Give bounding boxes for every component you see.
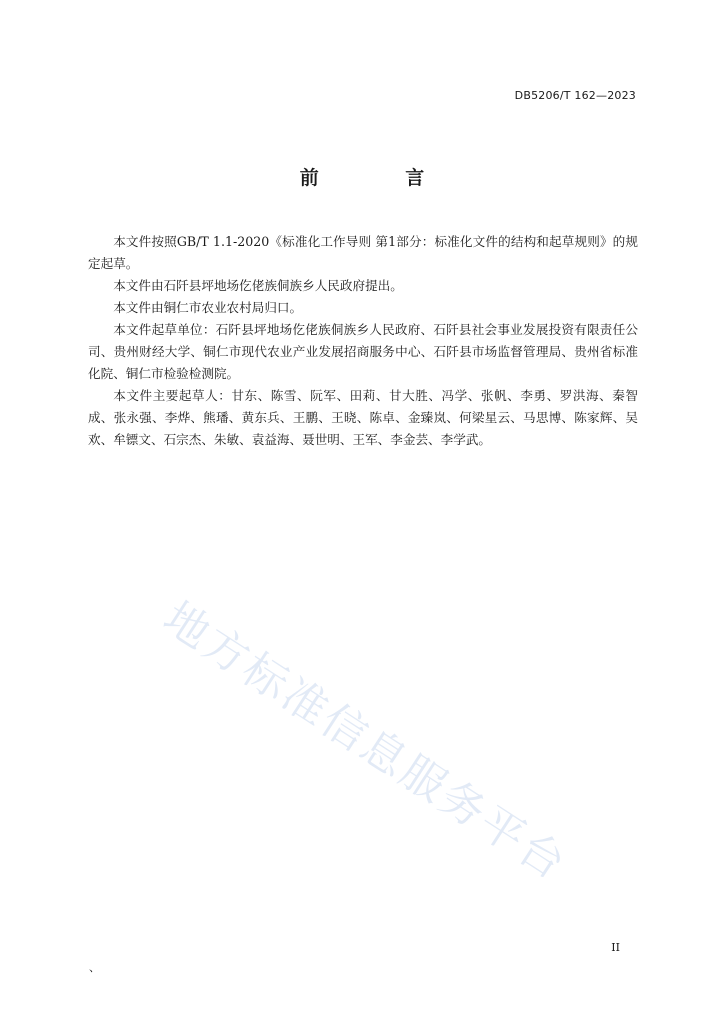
paragraph-drafting-rules: 本文件按照GB/T 1.1-2020《标准化工作导则 第1部分：标准化文件的结构和起草规则》的规定起草。 [88,234,638,271]
paragraph-drafting-units: 本文件起草单位：石阡县坪地场仡佬族侗族乡人民政府、石阡县社会事业发展投资有限责任公司、贵州财经大学、铜仁市现代农业产业发展招商服务中心、石阡县市场监督管理局、贵州省标准化院、铜仁市检验检测院。 [88,322,638,381]
footer-mark: 、 [89,961,100,974]
watermark-text: 地方标准信息服务平台 [154,592,577,891]
paragraph-drafters: 本文件主要起草人：甘东、陈雪、阮军、田莉、甘大胜、冯学、张帆、李勇、罗洪海、秦智成、张永强、李烨、熊璠、黄东兵、王鹏、王晓、陈卓、金臻岚、何梁星云、马思博、陈家辉、吴欢、牟镖文、石宗杰、朱敏、袁益海、聂世明、王军、李金芸、李学武。 [88,388,638,447]
page-title: 前 言 [299,167,465,189]
document-code: DB5206/T 162—2023 [514,89,636,102]
paragraph-administrator: 本文件由铜仁市农业农村局归口。 [113,300,303,315]
paragraph-proposer: 本文件由石阡县坪地场仡佬族侗族乡人民政府提出。 [113,278,403,293]
foreword-body [88,231,638,451]
page-number: II [611,941,620,954]
